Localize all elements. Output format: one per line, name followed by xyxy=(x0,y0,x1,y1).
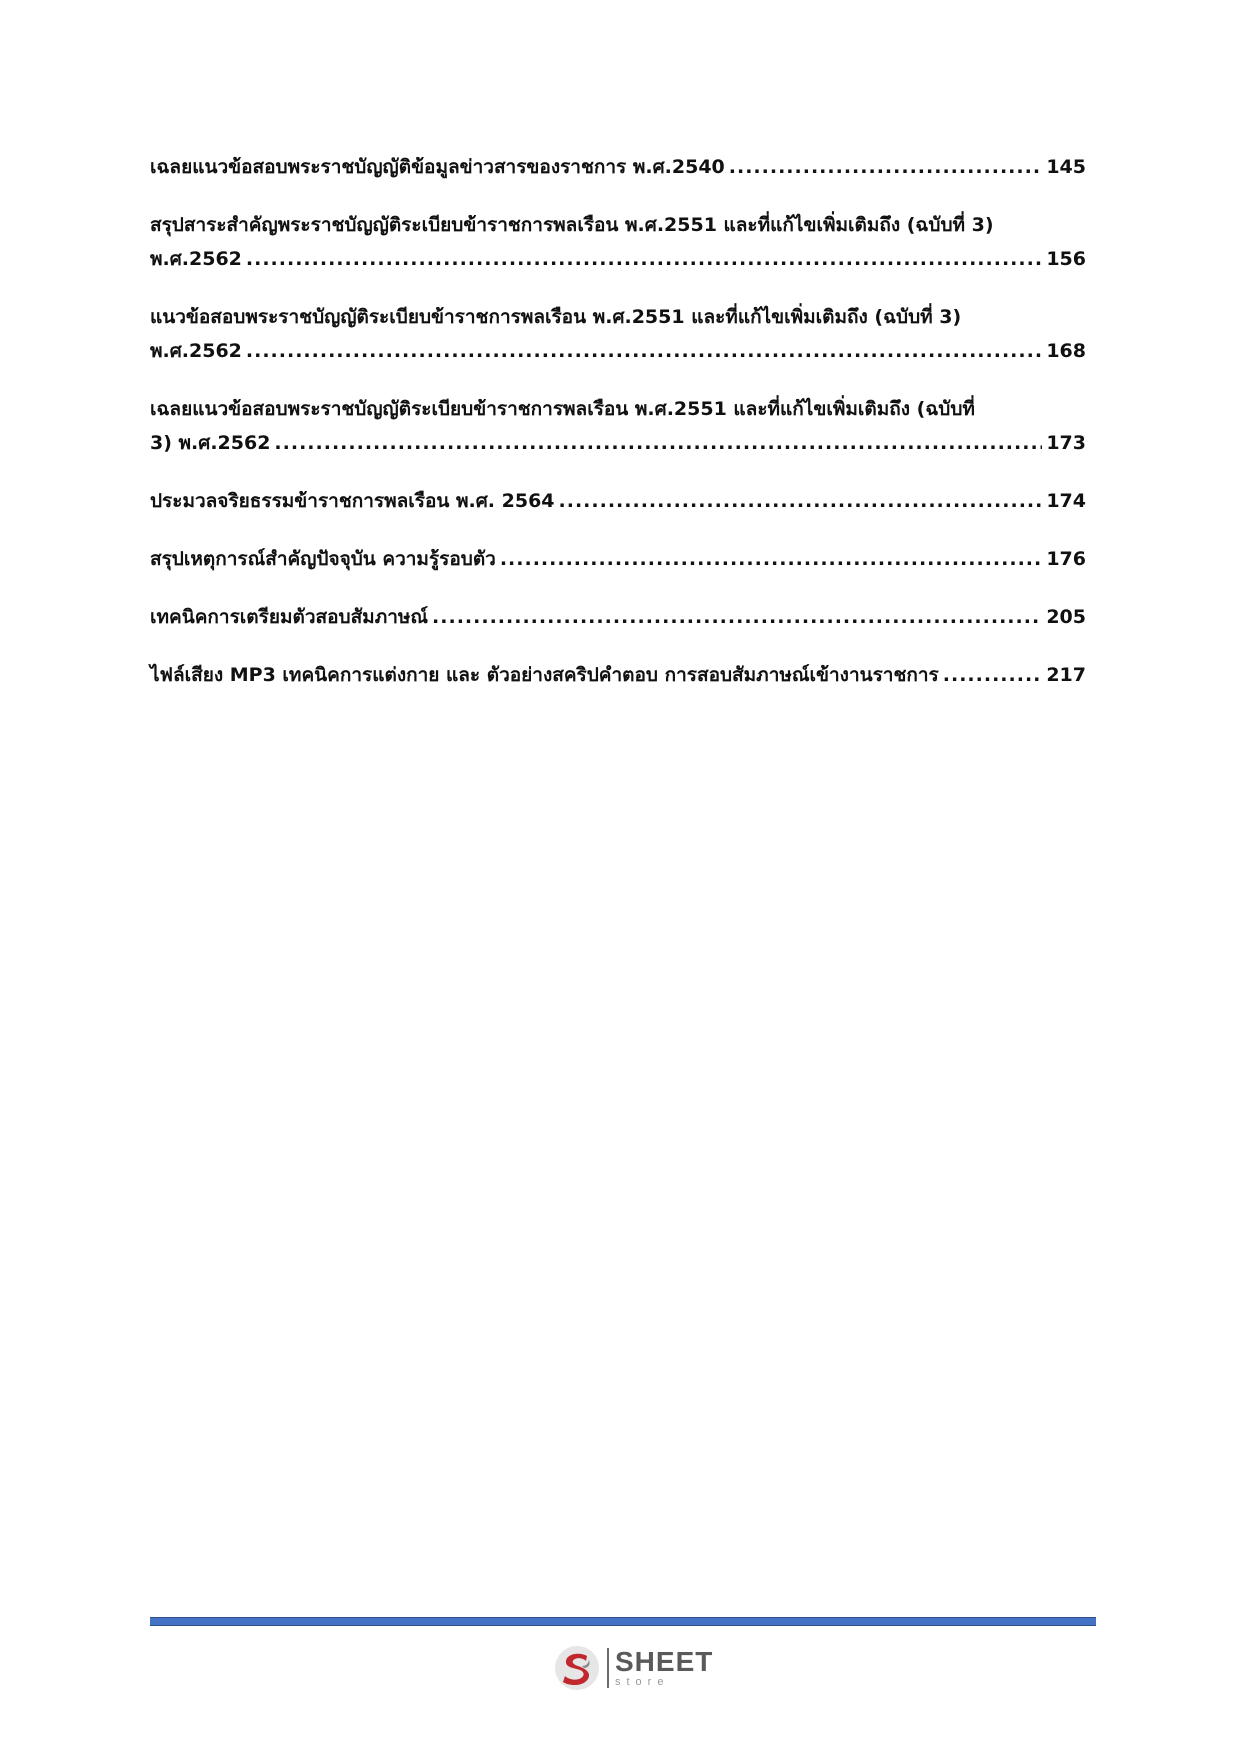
toc-leader-dots xyxy=(500,542,1042,576)
toc-entry-line xyxy=(150,658,1086,692)
toc-leader-dots xyxy=(246,242,1042,276)
toc-entry-line xyxy=(150,600,1086,634)
toc-entry-title: พ.ศ.2562 xyxy=(150,248,242,270)
toc-leader-dots xyxy=(432,600,1042,634)
toc-leader-dots xyxy=(559,484,1043,518)
toc-entry[interactable] xyxy=(150,208,1086,276)
toc-entry[interactable] xyxy=(150,542,1086,576)
toc-entry-title: สรุปเหตุการณ์สำคัญปัจจุบัน ความรู้รอบตัว xyxy=(150,548,496,570)
toc-entry-line xyxy=(150,242,1086,276)
toc-entry-title: เฉลยแนวข้อสอบพระราชบัญญัติข้อมูลข่าวสารของราชการ พ.ศ.2540 xyxy=(150,156,725,178)
toc-entry-title-line1: แนวข้อสอบพระราชบัญญัติระเบียบข้าราชการพลเรือน พ.ศ.2551 และที่แก้ไขเพิ่มเติมถึง (ฉบับที่ 3) xyxy=(150,306,962,328)
toc-page-number: 205 xyxy=(1046,606,1086,628)
table-of-contents xyxy=(150,150,1086,716)
toc-leader-dots xyxy=(274,426,1042,460)
toc-page-number: 168 xyxy=(1046,340,1086,362)
toc-leader-dots xyxy=(943,658,1043,692)
sheet-store-s-logo-icon xyxy=(553,1644,601,1692)
toc-entry[interactable] xyxy=(150,150,1086,184)
toc-entry-line xyxy=(150,484,1086,518)
toc-page-number: 156 xyxy=(1046,248,1086,270)
toc-page-number: 217 xyxy=(1046,664,1086,686)
sheet-store-logo xyxy=(553,1643,713,1693)
toc-entry-line xyxy=(150,150,1086,184)
toc-page-number: 174 xyxy=(1046,490,1086,512)
toc-entry[interactable] xyxy=(150,392,1086,460)
toc-entry-line xyxy=(150,542,1086,576)
toc-leader-dots xyxy=(246,334,1042,368)
toc-entry-title: เทคนิคการเตรียมตัวสอบสัมภาษณ์ xyxy=(150,606,429,628)
toc-entry-title-line1: สรุปสาระสำคัญพระราชบัญญัติระเบียบข้าราชการพลเรือน พ.ศ.2551 และที่แก้ไขเพิ่มเติมถึง (ฉบับที่ 3) xyxy=(150,214,994,236)
toc-entry-line xyxy=(150,334,1086,368)
toc-entry-title: 3) พ.ศ.2562 xyxy=(150,432,271,454)
toc-entry[interactable] xyxy=(150,600,1086,634)
toc-page-number: 173 xyxy=(1046,432,1086,454)
logo-wordmark xyxy=(615,1648,713,1688)
toc-page-number: 176 xyxy=(1046,548,1086,570)
toc-entry-title: ประมวลจริยธรรมข้าราชการพลเรือน พ.ศ. 2564 xyxy=(150,490,555,512)
logo-subword: store xyxy=(615,1676,670,1688)
toc-page-number: 145 xyxy=(1046,156,1086,178)
toc-entry[interactable] xyxy=(150,484,1086,518)
logo-separator xyxy=(607,1648,609,1688)
toc-entry[interactable] xyxy=(150,658,1086,692)
toc-entry-line xyxy=(150,426,1086,460)
toc-entry-title-line1: เฉลยแนวข้อสอบพระราชบัญญัติระเบียบข้าราชการพลเรือน พ.ศ.2551 และที่แก้ไขเพิ่มเติมถึง (ฉบับที่ xyxy=(150,398,975,420)
toc-entry[interactable] xyxy=(150,300,1086,368)
toc-leader-dots xyxy=(729,150,1043,184)
logo-word: SHEET xyxy=(615,1646,714,1677)
toc-entry-title: พ.ศ.2562 xyxy=(150,340,242,362)
footer-divider xyxy=(150,1617,1096,1626)
toc-entry-title: ไฟล์เสียง MP3 เทคนิคการแต่งกาย และ ตัวอย่างสคริปคำตอบ การสอบสัมภาษณ์เข้างานราชการ xyxy=(150,664,939,686)
